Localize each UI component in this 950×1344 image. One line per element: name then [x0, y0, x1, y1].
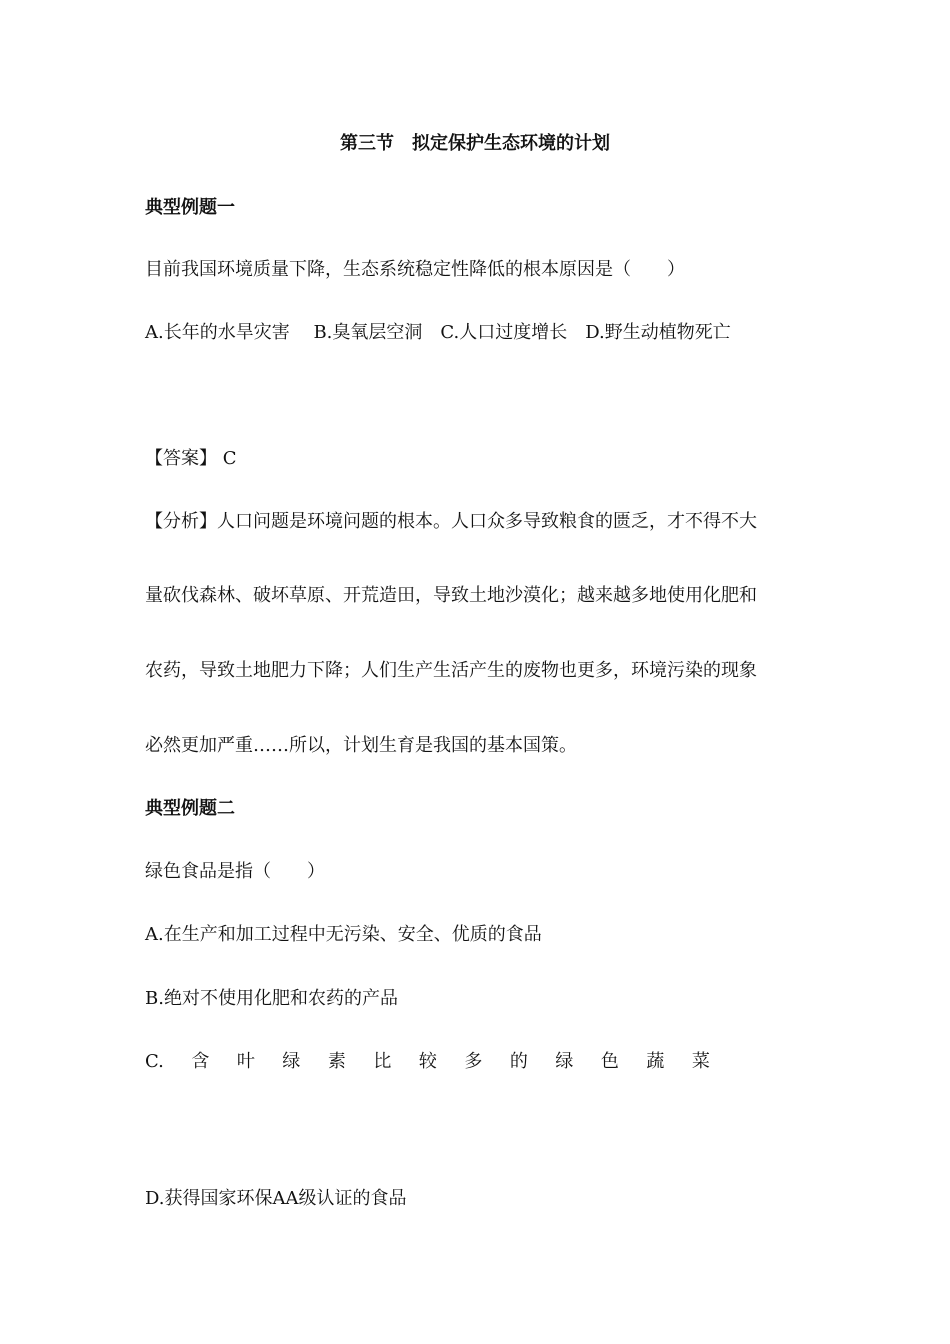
option-c-char: 较: [418, 1051, 437, 1072]
analysis-line-3: 农药，导致土地肥力下降；人们生产生活产生的废物也更多，环境污染的现象: [145, 660, 757, 681]
option-d: D.获得国家环保AA级认证的食品: [145, 1188, 407, 1209]
example-2-heading: 典型例题二: [145, 798, 235, 819]
analysis-line-1: 【分析】人口问题是环境问题的根本。人口众多导致粮食的匮乏，才不得不大: [145, 511, 757, 532]
option-b: B.绝对不使用化肥和农药的产品: [145, 988, 398, 1009]
option-c-char: 的: [509, 1051, 528, 1072]
option-a: A.在生产和加工过程中无污染、安全、优质的食品: [145, 924, 542, 945]
analysis-line-2: 量砍伐森林、破坏草原、开荒造田，导致土地沙漠化；越来越多地使用化肥和: [145, 585, 757, 606]
option-c-char: 绿: [282, 1051, 301, 1072]
analysis-line-4: 必然更加严重……所以，计划生育是我国的基本国策。: [145, 735, 577, 756]
example-1-options: A.长年的水旱灾害 B.臭氧层空洞 C.人口过度增长 D.野生动植物死亡: [145, 322, 731, 343]
option-c-char: C.: [145, 1051, 164, 1072]
option-c-char: 绿: [555, 1051, 574, 1072]
example-1-answer: 【答案】 C: [145, 448, 237, 469]
option-c-char: 菜: [691, 1051, 710, 1072]
option-c-char: 多: [464, 1051, 483, 1072]
option-c-char: 蔬: [646, 1051, 665, 1072]
option-c-char: 含: [191, 1051, 210, 1072]
example-1-heading: 典型例题一: [145, 197, 235, 218]
option-c: [145, 1050, 710, 1074]
example-2-question: 绿色食品是指（ ）: [145, 861, 325, 882]
option-c-char: 素: [327, 1051, 346, 1072]
section-title: 第三节 拟定保护生态环境的计划: [340, 133, 610, 154]
option-c-char: 色: [600, 1051, 619, 1072]
example-1-question: 目前我国环境质量下降，生态系统稳定性降低的根本原因是（ ）: [145, 259, 685, 280]
option-c-char: 比: [373, 1051, 392, 1072]
option-c-char: 叶: [236, 1051, 255, 1072]
